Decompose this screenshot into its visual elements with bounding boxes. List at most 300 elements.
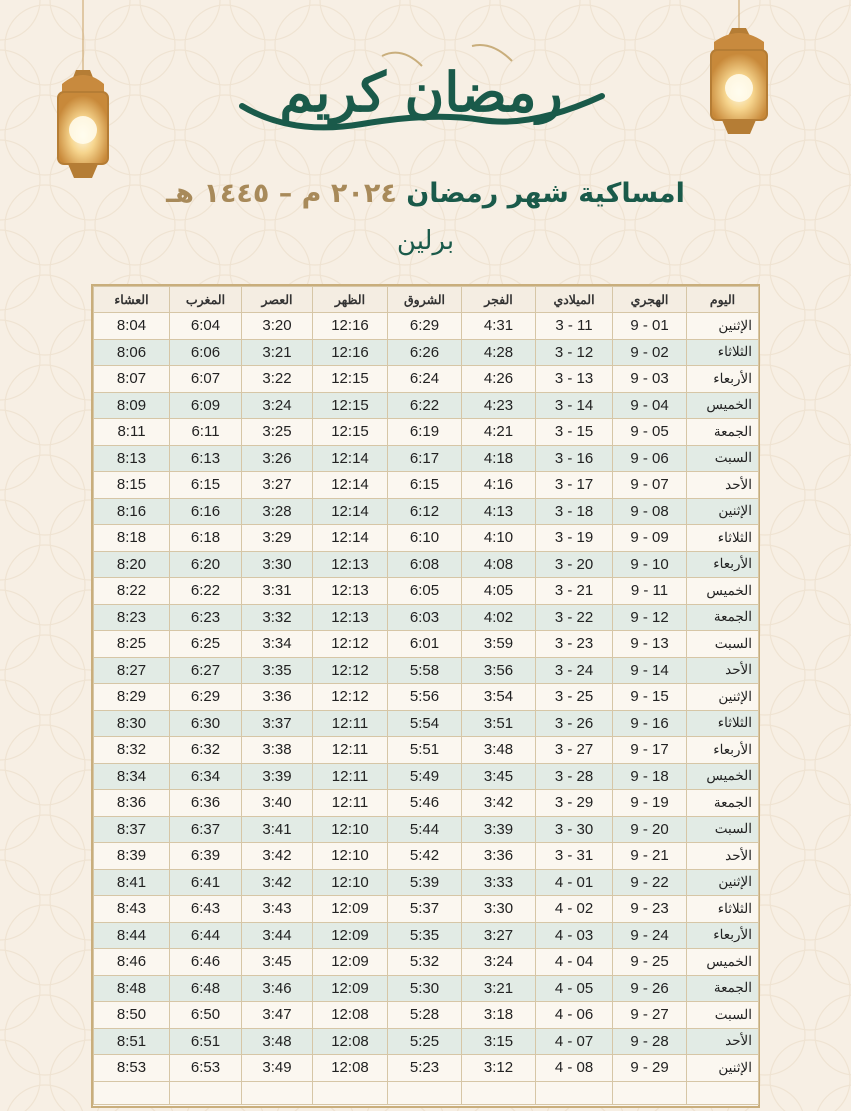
cell-fajr: 4:05 (462, 578, 536, 605)
cell-gregorian: 18 - 3 (536, 498, 613, 525)
cell-hijri: 27 - 9 (613, 1002, 687, 1029)
cell-maghrib: 6:37 (170, 816, 242, 843)
cell-isha: 8:18 (94, 525, 170, 552)
cell-sunrise: 5:42 (388, 843, 462, 870)
cell-day: الأربعاء (687, 551, 759, 578)
cell-fajr: 4:08 (462, 551, 536, 578)
cell-isha: 8:20 (94, 551, 170, 578)
table-row (94, 657, 759, 684)
cell-maghrib: 6:44 (170, 922, 242, 949)
cell-isha: 8:41 (94, 869, 170, 896)
cell-asr: 3:25 (242, 419, 313, 446)
page-title (0, 178, 851, 209)
cell-sunrise: 5:46 (388, 790, 462, 817)
table-row (94, 763, 759, 790)
cell-maghrib: 6:06 (170, 339, 242, 366)
cell-sunrise: 6:10 (388, 525, 462, 552)
cell-day: الإثنين (687, 1055, 759, 1082)
cell-maghrib: 6:39 (170, 843, 242, 870)
cell-day: الجمعة (687, 790, 759, 817)
cell-dhuhr: 12:10 (313, 843, 388, 870)
table-row (94, 843, 759, 870)
table-row (94, 472, 759, 499)
svg-text:رمضان كريم: رمضان كريم (279, 60, 563, 124)
cell-hijri: 18 - 9 (613, 763, 687, 790)
cell-hijri: 19 - 9 (613, 790, 687, 817)
cell-fajr: 3:24 (462, 949, 536, 976)
empty-cell (536, 1081, 613, 1104)
cell-gregorian: 17 - 3 (536, 472, 613, 499)
cell-gregorian: 20 - 3 (536, 551, 613, 578)
cell-dhuhr: 12:13 (313, 604, 388, 631)
table-row (94, 578, 759, 605)
cell-fajr: 3:48 (462, 737, 536, 764)
cell-isha: 8:37 (94, 816, 170, 843)
cell-fajr: 3:18 (462, 1002, 536, 1029)
cell-dhuhr: 12:08 (313, 1028, 388, 1055)
cell-day: الثلاثاء (687, 896, 759, 923)
table-row (94, 392, 759, 419)
cell-maghrib: 6:50 (170, 1002, 242, 1029)
empty-row (94, 1081, 759, 1104)
cell-dhuhr: 12:08 (313, 1055, 388, 1082)
cell-dhuhr: 12:16 (313, 339, 388, 366)
empty-cell (613, 1081, 687, 1104)
cell-sunrise: 6:26 (388, 339, 462, 366)
table-row (94, 339, 759, 366)
cell-hijri: 08 - 9 (613, 498, 687, 525)
empty-cell (462, 1081, 536, 1104)
cell-isha: 8:36 (94, 790, 170, 817)
cell-sunrise: 6:05 (388, 578, 462, 605)
cell-sunrise: 5:51 (388, 737, 462, 764)
column-header-gregorian: الميلادي (536, 287, 613, 313)
cell-fajr: 4:28 (462, 339, 536, 366)
cell-isha: 8:51 (94, 1028, 170, 1055)
table-row (94, 1002, 759, 1029)
cell-gregorian: 16 - 3 (536, 445, 613, 472)
table-row (94, 631, 759, 658)
cell-maghrib: 6:07 (170, 366, 242, 393)
column-header-day: اليوم (687, 287, 759, 313)
cell-fajr: 4:31 (462, 313, 536, 340)
cell-fajr: 3:15 (462, 1028, 536, 1055)
cell-dhuhr: 12:09 (313, 975, 388, 1002)
title-separator: – (278, 178, 293, 209)
cell-hijri: 17 - 9 (613, 737, 687, 764)
table-row (94, 445, 759, 472)
table-row (94, 949, 759, 976)
title-gregorian-year: ٢٠٢٤ م (301, 178, 397, 209)
cell-dhuhr: 12:13 (313, 578, 388, 605)
table-row (94, 1055, 759, 1082)
cell-day: السبت (687, 1002, 759, 1029)
cell-maghrib: 6:41 (170, 869, 242, 896)
cell-day: الأحد (687, 472, 759, 499)
cell-fajr: 3:45 (462, 763, 536, 790)
cell-gregorian: 21 - 3 (536, 578, 613, 605)
cell-maghrib: 6:43 (170, 896, 242, 923)
cell-isha: 8:50 (94, 1002, 170, 1029)
cell-hijri: 29 - 9 (613, 1055, 687, 1082)
cell-fajr: 4:16 (462, 472, 536, 499)
cell-isha: 8:44 (94, 922, 170, 949)
cell-maghrib: 6:11 (170, 419, 242, 446)
cell-fajr: 3:39 (462, 816, 536, 843)
cell-gregorian: 08 - 4 (536, 1055, 613, 1082)
cell-hijri: 16 - 9 (613, 710, 687, 737)
cell-maghrib: 6:15 (170, 472, 242, 499)
cell-hijri: 03 - 9 (613, 366, 687, 393)
cell-sunrise: 5:39 (388, 869, 462, 896)
cell-gregorian: 06 - 4 (536, 1002, 613, 1029)
cell-isha: 8:13 (94, 445, 170, 472)
table-row (94, 525, 759, 552)
cell-hijri: 07 - 9 (613, 472, 687, 499)
cell-hijri: 09 - 9 (613, 525, 687, 552)
cell-fajr: 3:56 (462, 657, 536, 684)
table-row (94, 684, 759, 711)
cell-fajr: 3:30 (462, 896, 536, 923)
cell-isha: 8:15 (94, 472, 170, 499)
cell-maghrib: 6:30 (170, 710, 242, 737)
cell-sunrise: 5:56 (388, 684, 462, 711)
cell-hijri: 10 - 9 (613, 551, 687, 578)
cell-maghrib: 6:34 (170, 763, 242, 790)
cell-gregorian: 24 - 3 (536, 657, 613, 684)
cell-asr: 3:49 (242, 1055, 313, 1082)
cell-hijri: 20 - 9 (613, 816, 687, 843)
cell-maghrib: 6:36 (170, 790, 242, 817)
cell-isha: 8:39 (94, 843, 170, 870)
cell-maghrib: 6:29 (170, 684, 242, 711)
cell-dhuhr: 12:11 (313, 790, 388, 817)
cell-sunrise: 6:24 (388, 366, 462, 393)
cell-isha: 8:09 (94, 392, 170, 419)
cell-day: الإثنين (687, 498, 759, 525)
column-header-dhuhr: الظهر (313, 287, 388, 313)
cell-day: الإثنين (687, 684, 759, 711)
cell-hijri: 15 - 9 (613, 684, 687, 711)
cell-dhuhr: 12:12 (313, 631, 388, 658)
cell-gregorian: 23 - 3 (536, 631, 613, 658)
cell-gregorian: 19 - 3 (536, 525, 613, 552)
column-header-sunrise: الشروق (388, 287, 462, 313)
cell-asr: 3:45 (242, 949, 313, 976)
cell-asr: 3:35 (242, 657, 313, 684)
cell-sunrise: 6:22 (388, 392, 462, 419)
prayer-timetable (91, 284, 760, 1108)
table-row (94, 498, 759, 525)
cell-hijri: 13 - 9 (613, 631, 687, 658)
cell-asr: 3:26 (242, 445, 313, 472)
cell-hijri: 21 - 9 (613, 843, 687, 870)
cell-isha: 8:43 (94, 896, 170, 923)
cell-asr: 3:38 (242, 737, 313, 764)
cell-day: السبت (687, 445, 759, 472)
cell-maghrib: 6:20 (170, 551, 242, 578)
table-row (94, 313, 759, 340)
cell-isha: 8:25 (94, 631, 170, 658)
table-row (94, 551, 759, 578)
cell-sunrise: 5:37 (388, 896, 462, 923)
cell-asr: 3:21 (242, 339, 313, 366)
cell-asr: 3:29 (242, 525, 313, 552)
cell-isha: 8:04 (94, 313, 170, 340)
cell-dhuhr: 12:09 (313, 896, 388, 923)
cell-day: الجمعة (687, 419, 759, 446)
cell-isha: 8:23 (94, 604, 170, 631)
title-hijri-year: ١٤٤٥ هـ (166, 178, 270, 209)
table-header-row (94, 287, 759, 313)
cell-asr: 3:27 (242, 472, 313, 499)
cell-fajr: 3:36 (462, 843, 536, 870)
cell-sunrise: 5:28 (388, 1002, 462, 1029)
cell-gregorian: 15 - 3 (536, 419, 613, 446)
cell-sunrise: 5:25 (388, 1028, 462, 1055)
empty-cell (170, 1081, 242, 1104)
cell-dhuhr: 12:14 (313, 472, 388, 499)
lantern-right-icon (700, 0, 780, 150)
empty-cell (687, 1081, 759, 1104)
cell-isha: 8:34 (94, 763, 170, 790)
cell-isha: 8:16 (94, 498, 170, 525)
cell-day: السبت (687, 631, 759, 658)
cell-fajr: 3:21 (462, 975, 536, 1002)
cell-dhuhr: 12:15 (313, 419, 388, 446)
cell-day: السبت (687, 816, 759, 843)
cell-maghrib: 6:04 (170, 313, 242, 340)
cell-gregorian: 13 - 3 (536, 366, 613, 393)
cell-hijri: 14 - 9 (613, 657, 687, 684)
table-body (94, 313, 759, 1105)
cell-dhuhr: 12:11 (313, 763, 388, 790)
cell-asr: 3:47 (242, 1002, 313, 1029)
cell-asr: 3:37 (242, 710, 313, 737)
table-row (94, 737, 759, 764)
cell-maghrib: 6:13 (170, 445, 242, 472)
cell-isha: 8:11 (94, 419, 170, 446)
cell-isha: 8:32 (94, 737, 170, 764)
cell-fajr: 3:51 (462, 710, 536, 737)
cell-asr: 3:22 (242, 366, 313, 393)
cell-day: الثلاثاء (687, 339, 759, 366)
cell-asr: 3:32 (242, 604, 313, 631)
cell-maghrib: 6:23 (170, 604, 242, 631)
cell-day: الأربعاء (687, 366, 759, 393)
cell-dhuhr: 12:11 (313, 737, 388, 764)
empty-cell (242, 1081, 313, 1104)
cell-hijri: 28 - 9 (613, 1028, 687, 1055)
cell-hijri: 06 - 9 (613, 445, 687, 472)
cell-sunrise: 6:17 (388, 445, 462, 472)
cell-asr: 3:44 (242, 922, 313, 949)
column-header-maghrib: المغرب (170, 287, 242, 313)
cell-fajr: 4:18 (462, 445, 536, 472)
empty-cell (94, 1081, 170, 1104)
cell-sunrise: 5:32 (388, 949, 462, 976)
cell-maghrib: 6:46 (170, 949, 242, 976)
cell-gregorian: 14 - 3 (536, 392, 613, 419)
cell-sunrise: 5:30 (388, 975, 462, 1002)
cell-dhuhr: 12:09 (313, 922, 388, 949)
cell-sunrise: 5:35 (388, 922, 462, 949)
cell-fajr: 3:42 (462, 790, 536, 817)
cell-isha: 8:46 (94, 949, 170, 976)
cell-maghrib: 6:22 (170, 578, 242, 605)
cell-hijri: 01 - 9 (613, 313, 687, 340)
cell-day: الجمعة (687, 975, 759, 1002)
cell-hijri: 11 - 9 (613, 578, 687, 605)
cell-isha: 8:53 (94, 1055, 170, 1082)
table-row (94, 816, 759, 843)
cell-fajr: 4:26 (462, 366, 536, 393)
cell-fajr: 3:27 (462, 922, 536, 949)
cell-isha: 8:27 (94, 657, 170, 684)
cell-asr: 3:34 (242, 631, 313, 658)
cell-fajr: 4:23 (462, 392, 536, 419)
cell-maghrib: 6:32 (170, 737, 242, 764)
cell-day: الثلاثاء (687, 525, 759, 552)
column-header-asr: العصر (242, 287, 313, 313)
cell-hijri: 05 - 9 (613, 419, 687, 446)
cell-asr: 3:48 (242, 1028, 313, 1055)
cell-dhuhr: 12:15 (313, 366, 388, 393)
cell-gregorian: 02 - 4 (536, 896, 613, 923)
city-name: برلين (396, 226, 455, 256)
cell-asr: 3:42 (242, 843, 313, 870)
cell-sunrise: 6:29 (388, 313, 462, 340)
cell-maghrib: 6:53 (170, 1055, 242, 1082)
cell-gregorian: 12 - 3 (536, 339, 613, 366)
cell-gregorian: 30 - 3 (536, 816, 613, 843)
cell-asr: 3:43 (242, 896, 313, 923)
cell-dhuhr: 12:12 (313, 657, 388, 684)
cell-isha: 8:30 (94, 710, 170, 737)
cell-maghrib: 6:51 (170, 1028, 242, 1055)
cell-day: الخميس (687, 578, 759, 605)
table-row (94, 975, 759, 1002)
cell-gregorian: 05 - 4 (536, 975, 613, 1002)
cell-day: الأربعاء (687, 737, 759, 764)
table-row (94, 896, 759, 923)
empty-cell (388, 1081, 462, 1104)
cell-fajr: 3:33 (462, 869, 536, 896)
cell-hijri: 04 - 9 (613, 392, 687, 419)
empty-cell (313, 1081, 388, 1104)
cell-gregorian: 27 - 3 (536, 737, 613, 764)
cell-asr: 3:20 (242, 313, 313, 340)
cell-asr: 3:42 (242, 869, 313, 896)
cell-sunrise: 6:15 (388, 472, 462, 499)
cell-day: الأحد (687, 1028, 759, 1055)
table-row (94, 869, 759, 896)
lantern-left-icon (40, 0, 130, 200)
cell-sunrise: 6:01 (388, 631, 462, 658)
cell-fajr: 4:21 (462, 419, 536, 446)
cell-dhuhr: 12:14 (313, 498, 388, 525)
cell-day: الخميس (687, 763, 759, 790)
cell-day: الأحد (687, 843, 759, 870)
timetable-table (93, 286, 759, 1105)
cell-asr: 3:24 (242, 392, 313, 419)
cell-dhuhr: 12:08 (313, 1002, 388, 1029)
cell-hijri: 26 - 9 (613, 975, 687, 1002)
cell-asr: 3:30 (242, 551, 313, 578)
cell-hijri: 24 - 9 (613, 922, 687, 949)
cell-asr: 3:31 (242, 578, 313, 605)
cell-isha: 8:07 (94, 366, 170, 393)
cell-dhuhr: 12:09 (313, 949, 388, 976)
cell-fajr: 4:10 (462, 525, 536, 552)
cell-gregorian: 31 - 3 (536, 843, 613, 870)
cell-day: الجمعة (687, 604, 759, 631)
cell-gregorian: 03 - 4 (536, 922, 613, 949)
cell-gregorian: 04 - 4 (536, 949, 613, 976)
cell-hijri: 23 - 9 (613, 896, 687, 923)
cell-day: الإثنين (687, 313, 759, 340)
cell-fajr: 4:02 (462, 604, 536, 631)
cell-gregorian: 22 - 3 (536, 604, 613, 631)
cell-maghrib: 6:09 (170, 392, 242, 419)
cell-day: الإثنين (687, 869, 759, 896)
cell-isha: 8:29 (94, 684, 170, 711)
cell-day: الأربعاء (687, 922, 759, 949)
cell-fajr: 3:59 (462, 631, 536, 658)
cell-sunrise: 5:23 (388, 1055, 462, 1082)
cell-maghrib: 6:48 (170, 975, 242, 1002)
cell-sunrise: 6:08 (388, 551, 462, 578)
cell-fajr: 3:54 (462, 684, 536, 711)
cell-dhuhr: 12:10 (313, 869, 388, 896)
table-row (94, 604, 759, 631)
title-main: امساكية شهر رمضان (406, 178, 685, 209)
cell-dhuhr: 12:14 (313, 525, 388, 552)
cell-isha: 8:48 (94, 975, 170, 1002)
cell-dhuhr: 12:14 (313, 445, 388, 472)
cell-sunrise: 5:58 (388, 657, 462, 684)
cell-sunrise: 5:44 (388, 816, 462, 843)
column-header-hijri: الهجري (613, 287, 687, 313)
cell-dhuhr: 12:15 (313, 392, 388, 419)
table-row (94, 419, 759, 446)
cell-hijri: 02 - 9 (613, 339, 687, 366)
cell-dhuhr: 12:13 (313, 551, 388, 578)
cell-hijri: 25 - 9 (613, 949, 687, 976)
cell-dhuhr: 12:16 (313, 313, 388, 340)
cell-maghrib: 6:27 (170, 657, 242, 684)
table-row (94, 922, 759, 949)
cell-isha: 8:22 (94, 578, 170, 605)
cell-day: الثلاثاء (687, 710, 759, 737)
cell-isha: 8:06 (94, 339, 170, 366)
table-row (94, 790, 759, 817)
cell-dhuhr: 12:10 (313, 816, 388, 843)
cell-day: الخميس (687, 392, 759, 419)
ramadan-kareem-calligraphy (232, 36, 610, 146)
cell-asr: 3:39 (242, 763, 313, 790)
cell-maghrib: 6:18 (170, 525, 242, 552)
cell-asr: 3:36 (242, 684, 313, 711)
cell-gregorian: 01 - 4 (536, 869, 613, 896)
table-row (94, 1028, 759, 1055)
cell-gregorian: 28 - 3 (536, 763, 613, 790)
cell-gregorian: 11 - 3 (536, 313, 613, 340)
table-row (94, 710, 759, 737)
cell-dhuhr: 12:12 (313, 684, 388, 711)
cell-gregorian: 07 - 4 (536, 1028, 613, 1055)
cell-maghrib: 6:16 (170, 498, 242, 525)
